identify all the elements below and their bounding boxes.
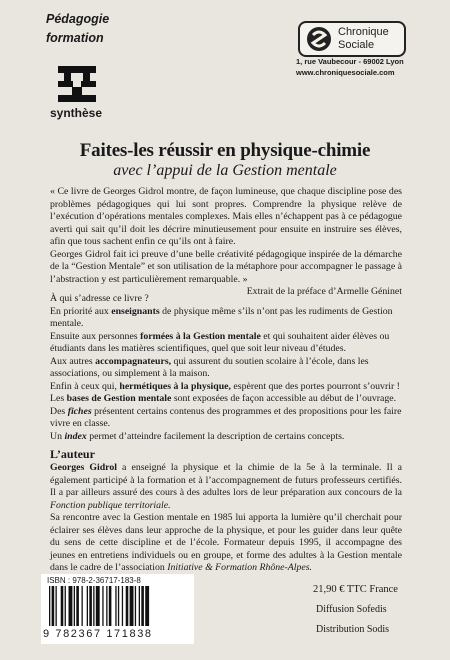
audience-paragraph-4: Enfin à ceux qui, hermétiques à la physique, espèrent que des portes pourront s’ouvrir ! [50, 380, 400, 392]
collection-logo-icon [56, 64, 98, 104]
book-title: Faites-les réussir en physique-chimie [79, 140, 371, 161]
distribution: Distribution Sodis [316, 624, 390, 635]
collection-line-1: Pédagogie [46, 12, 110, 26]
barcode-bars [49, 586, 187, 626]
author-heading: L’auteur [50, 447, 95, 461]
author-paragraph-2: Sa rencontre avec la Gestion mentale en 1985 lui apporta la lumière qu’il cherchait pour éclairer ses élèves dans leur approche de la physique, et pour les guider dans leur quête du sens de cette discipline et de l’école. Formateur depuis 1995, il accompagne des jeunes en entretiens individuels ou en groupe, et forme des adultes à la Gestion mentale dans le cadre de l’association Initiative & Formation Rhône-Alpes. [50, 512, 402, 573]
audience-paragraph-1: En priorité aux enseignants de physique même s’ils n’ont pas les rudiments de Gestion mentale. [50, 305, 393, 329]
isbn-label: ISBN : 978-2-36717-183-8 [47, 576, 141, 585]
collection-label [46, 10, 126, 49]
audience-section [50, 293, 402, 443]
quote-attribution: Extrait de la préface d’Armelle Géninet [246, 286, 402, 297]
collection-series: synthèse [50, 106, 103, 120]
author-paragraph-1: Georges Gidrol a enseigné la physique et la chimie de la 5e à la terminale. Il a également participé à la formation et à l’accompagnement de futurs professeurs certifiés. Il a par ailleurs assuré des cours à des adultes lors de leur préparation aux concours de la Fonction publique territoriale. [50, 462, 402, 511]
diffusion: Diffusion Sofedis [316, 604, 387, 615]
author-name: Georges Gidrol [50, 462, 117, 473]
publisher-name-line-2: Sociale [338, 39, 375, 51]
book-subtitle: avec l’appui de la Gestion mentale [113, 162, 337, 179]
quote-paragraph-1: « Ce livre de Georges Gidrol montre, de façon lumineuse, que chaque discipline pose des problèmes pédagogiques qui lui sont propres. Comprendre la physique relève de l’exécution d’opérations mentales complexes. Mais elles n’échappent pas à ce pédagogue averti qui sait qu’il doit les décrire minutieusement pour ensuite en instruire ses élèves, afin que tous sachent enfin ce qu’ils ont à faire. [50, 186, 402, 247]
preface-quote [50, 186, 402, 299]
publisher-website: www.chroniquesociale.com [296, 68, 395, 77]
publisher-logo [298, 21, 406, 57]
publisher-address [296, 56, 426, 78]
publisher-emblem-icon [306, 26, 332, 52]
price: 21,90 € TTC France [313, 584, 398, 595]
quote-paragraph-2: Georges Gidrol fait ici preuve d’une belle créativité pédagogique inspirée de la démarche de la “Gestion Mentale” et son utilisation de la métaphore pour accompagner le passage à l’abstraction y est particulièrement remarquable. » [50, 248, 402, 285]
audience-paragraph-6: Des fiches présentent certains contenus des programmes et des propositions pour les faire vivre en classe. [50, 405, 402, 429]
publisher-address-street: 1, rue Vaubecour - 69002 Lyon [296, 57, 404, 66]
audience-paragraph-2: Ensuite aux personnes formées à la Gestion mentale et qui souhaitent aider élèves ou étudiants dans les matières scientifiques, quel que soit leur niveau d’études. [50, 330, 390, 354]
isbn-barcode [41, 574, 194, 644]
audience-paragraph-3: Aux autres accompagnateurs, qui assurent du soutien scolaire à l’école, dans les associations, ou simplement à la maison. [50, 355, 369, 379]
barcode-digits: 9 782367 171838 [43, 628, 153, 640]
audience-paragraph-7: Un index permet d’atteindre facilement la description de certains concepts. [50, 430, 345, 442]
publisher-name-line-1: Chronique [338, 26, 389, 38]
collection-line-2: formation [46, 31, 104, 46]
audience-question: À qui s’adresse ce livre ? [50, 293, 149, 304]
audience-paragraph-5: Les bases de Gestion mentale sont exposées de façon accessible au début de l’ouvrage. [50, 393, 397, 404]
author-bio [50, 462, 402, 575]
